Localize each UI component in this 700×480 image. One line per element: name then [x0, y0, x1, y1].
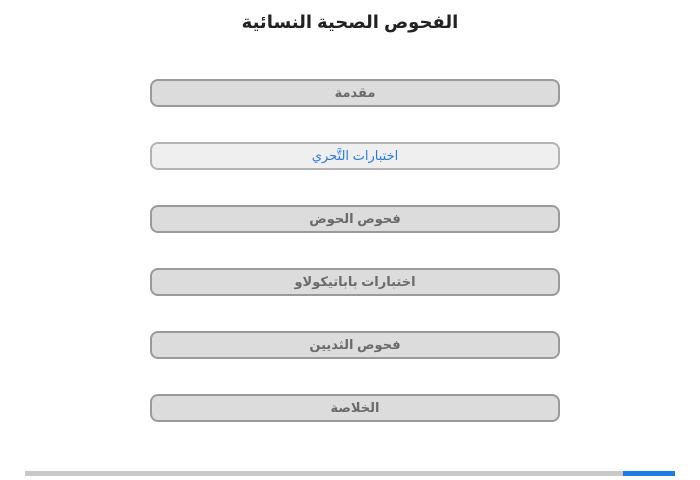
- menu-item-introduction[interactable]: مقدمة: [150, 79, 560, 107]
- menu-item-summary[interactable]: الخلاصة: [150, 394, 560, 422]
- page-title: الفحوص الصحية النسائية: [241, 12, 459, 32]
- menu-item-pap-tests[interactable]: اختبارات باباتيكولاو: [150, 268, 560, 296]
- progress-bar-fill: [623, 471, 675, 476]
- section-menu: [150, 79, 560, 457]
- menu-item-pelvic-exams[interactable]: فحوص الحوض: [150, 205, 560, 233]
- menu-item-screening-tests[interactable]: اختبارات التَّحري: [150, 142, 560, 170]
- progress-bar: [25, 471, 675, 476]
- menu-item-breast-exams[interactable]: فحوص الثديين: [150, 331, 560, 359]
